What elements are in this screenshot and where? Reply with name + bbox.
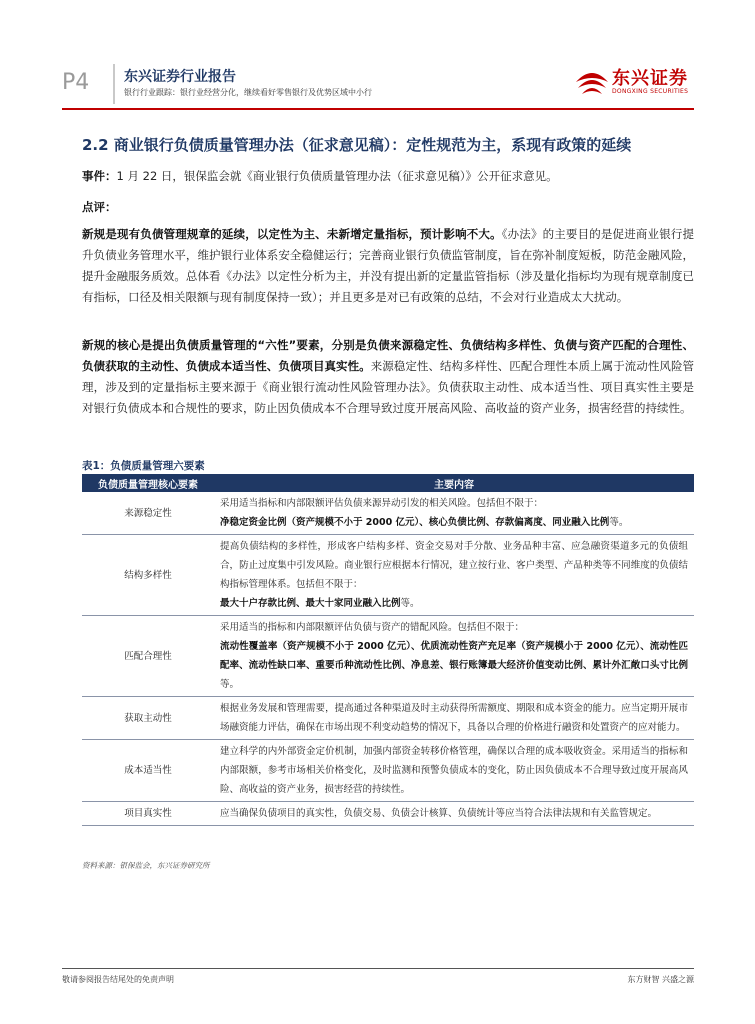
row-key: 获取主动性 xyxy=(82,697,214,740)
row-text: 采用适当的指标和内部限额评估负债与资产的错配风险。包括但不限于： xyxy=(220,622,525,633)
disclaimer-note: 敬请参阅报告结尾处的免责声明 xyxy=(62,975,174,984)
report-subtitle: 银行行业跟踪：银行业经营分化，继续看好零售银行及优势区域中小行 xyxy=(124,88,372,97)
row-content: 建立科学的内外部资金定价机制，加强内部资金转移价格管理，确保以合理的成本吸收资金。采用适当的指标和内部限额，参考市场相关价格变化，及时监测和预警负债成本的变化，防止因负债成本不合理导致过度开展高风险、高收益的资产业务，损害经营的持续性。 xyxy=(214,740,694,802)
row-tail: 等。 xyxy=(400,598,420,609)
row-key: 成本适当性 xyxy=(82,740,214,802)
paragraph-2 xyxy=(82,335,694,419)
table-row xyxy=(82,492,694,535)
row-content: 应当确保负债项目的真实性，负债交易、负债会计核算、负债统计等应当符合法律法规和有关监管规定。 xyxy=(214,802,694,826)
row-key: 来源稳定性 xyxy=(82,492,214,535)
paragraph-1 xyxy=(82,224,694,308)
row-bold-text: 流动性覆盖率（资产规模不小于 2000 亿元）、优质流动性资产充足率（资产规模小于 2000 亿元）、流动性匹配率、流动性缺口率、重要币种流动性比例、净息差、银行账簿最大经济价值变动比例、累计外汇敞口头寸比例 xyxy=(220,641,688,671)
page-number: P4 xyxy=(62,70,90,95)
header-rule xyxy=(62,108,694,110)
event-text: 1 月 22 日，银保监会就《商业银行负债质量管理办法（征求意见稿）》公开征求意见。 xyxy=(116,169,558,183)
row-content: 根据业务发展和管理需要，提高通过各种渠道及时主动获得所需额度、期限和成本资金的能力。应当定期开展市场融资能力评估，确保在市场出现不利变动趋势的情况下，具备以合理的价格进行融资和处置资产的应对能力。 xyxy=(214,697,694,740)
table-row xyxy=(82,740,694,802)
logo-text-cn: 东兴证券 xyxy=(612,68,688,89)
row-key: 匹配合理性 xyxy=(82,616,214,697)
event-label: 事件： xyxy=(82,169,117,183)
table-row xyxy=(82,535,694,616)
table-header-key: 负债质量管理核心要素 xyxy=(82,474,214,492)
row-tail: 等。 xyxy=(220,679,240,690)
paragraph-2-text: 来源稳定性、结构多样性、匹配合理性本质上属于流动性风险管理，涉及到的定量指标主要来源于《商业银行流动性风险管理办法》。负债获取主动性、成本适当性、项目真实性主要是对银行负债成本和合规性的要求，防止因负债成本不合理导致过度开展高风险、高收益的资产业务，损害经营的持续性。 xyxy=(82,359,694,415)
table-row xyxy=(82,616,694,697)
table-title: 表1：负债质量管理六要素 xyxy=(82,460,205,472)
paragraph-2-lead: 新规的核心是提出负债质量管理的“六性”要素，分别是负债来源稳定性、负债结构多样性、负债与资产匹配的合理性、负债获取的主动性、负债成本适当性、负债项目真实性。 xyxy=(82,338,694,373)
row-content xyxy=(214,492,694,535)
header-divider xyxy=(113,64,115,104)
section-title: 2.2 商业银行负债质量管理办法（征求意见稿）：定性规范为主，系现有政策的延续 xyxy=(82,136,632,154)
table-header-content: 主要内容 xyxy=(214,474,694,492)
comment-paragraph xyxy=(82,197,694,218)
report-title: 东兴证券行业报告 xyxy=(124,69,236,85)
comment-label: 点评： xyxy=(82,200,117,214)
row-bold-text: 净稳定资金比例（资产规模不小于 2000 亿元）、核心负债比例、存款偏离度、同业融入比例 xyxy=(220,517,610,528)
row-text: 采用适当指标和内部限额评估负债来源异动引发的相关风险。包括但不限于： xyxy=(220,498,544,509)
footer-rule xyxy=(62,968,694,969)
footer-slogan: 东方财智 兴盛之源 xyxy=(627,975,694,984)
table-source: 资料来源：银保监会，东兴证券研究所 xyxy=(82,861,210,870)
row-key: 项目真实性 xyxy=(82,802,214,826)
event-paragraph xyxy=(82,166,694,187)
table-row xyxy=(82,697,694,740)
paragraph-1-text: 《办法》的主要目的是促进商业银行提升负债业务管理水平，维护银行业体系安全稳健运行；完善商业银行负债监管制度，旨在弥补制度短板，防范金融风险，提升金融服务质效。总体看《办法》以定性分析为主，并没有提出新的定量监管指标（涉及量化指标均为现有规章制度已有指标，口径及相关限额与现有制度保持一致）；并且更多是对已有政策的总结，不会对行业造成太大扰动。 xyxy=(82,227,695,304)
row-content xyxy=(214,535,694,616)
row-key: 结构多样性 xyxy=(82,535,214,616)
row-tail: 等。 xyxy=(609,517,629,528)
row-text: 提高负债结构的多样性，形成客户结构多样、资金交易对手分散、业务品种丰富、应急融资渠道多元的负债组合，防止过度集中引发风险。商业银行应根据本行情况，建立按行业、客户类型、产品种类等不同维度的负债结构指标管理体系。包括但不限于： xyxy=(220,541,688,590)
logo-text-en: DONGXING SECURITIES xyxy=(612,88,689,95)
row-content xyxy=(214,616,694,697)
paragraph-1-lead: 新规是现有负债管理规章的延续，以定性为主、未新增定量指标，预计影响不大。 xyxy=(82,227,502,241)
table-header-row xyxy=(82,474,694,492)
table-row xyxy=(82,802,694,826)
row-bold-text: 最大十户存款比例、最大十家同业融入比例 xyxy=(220,598,401,609)
requirements-table xyxy=(82,474,694,826)
